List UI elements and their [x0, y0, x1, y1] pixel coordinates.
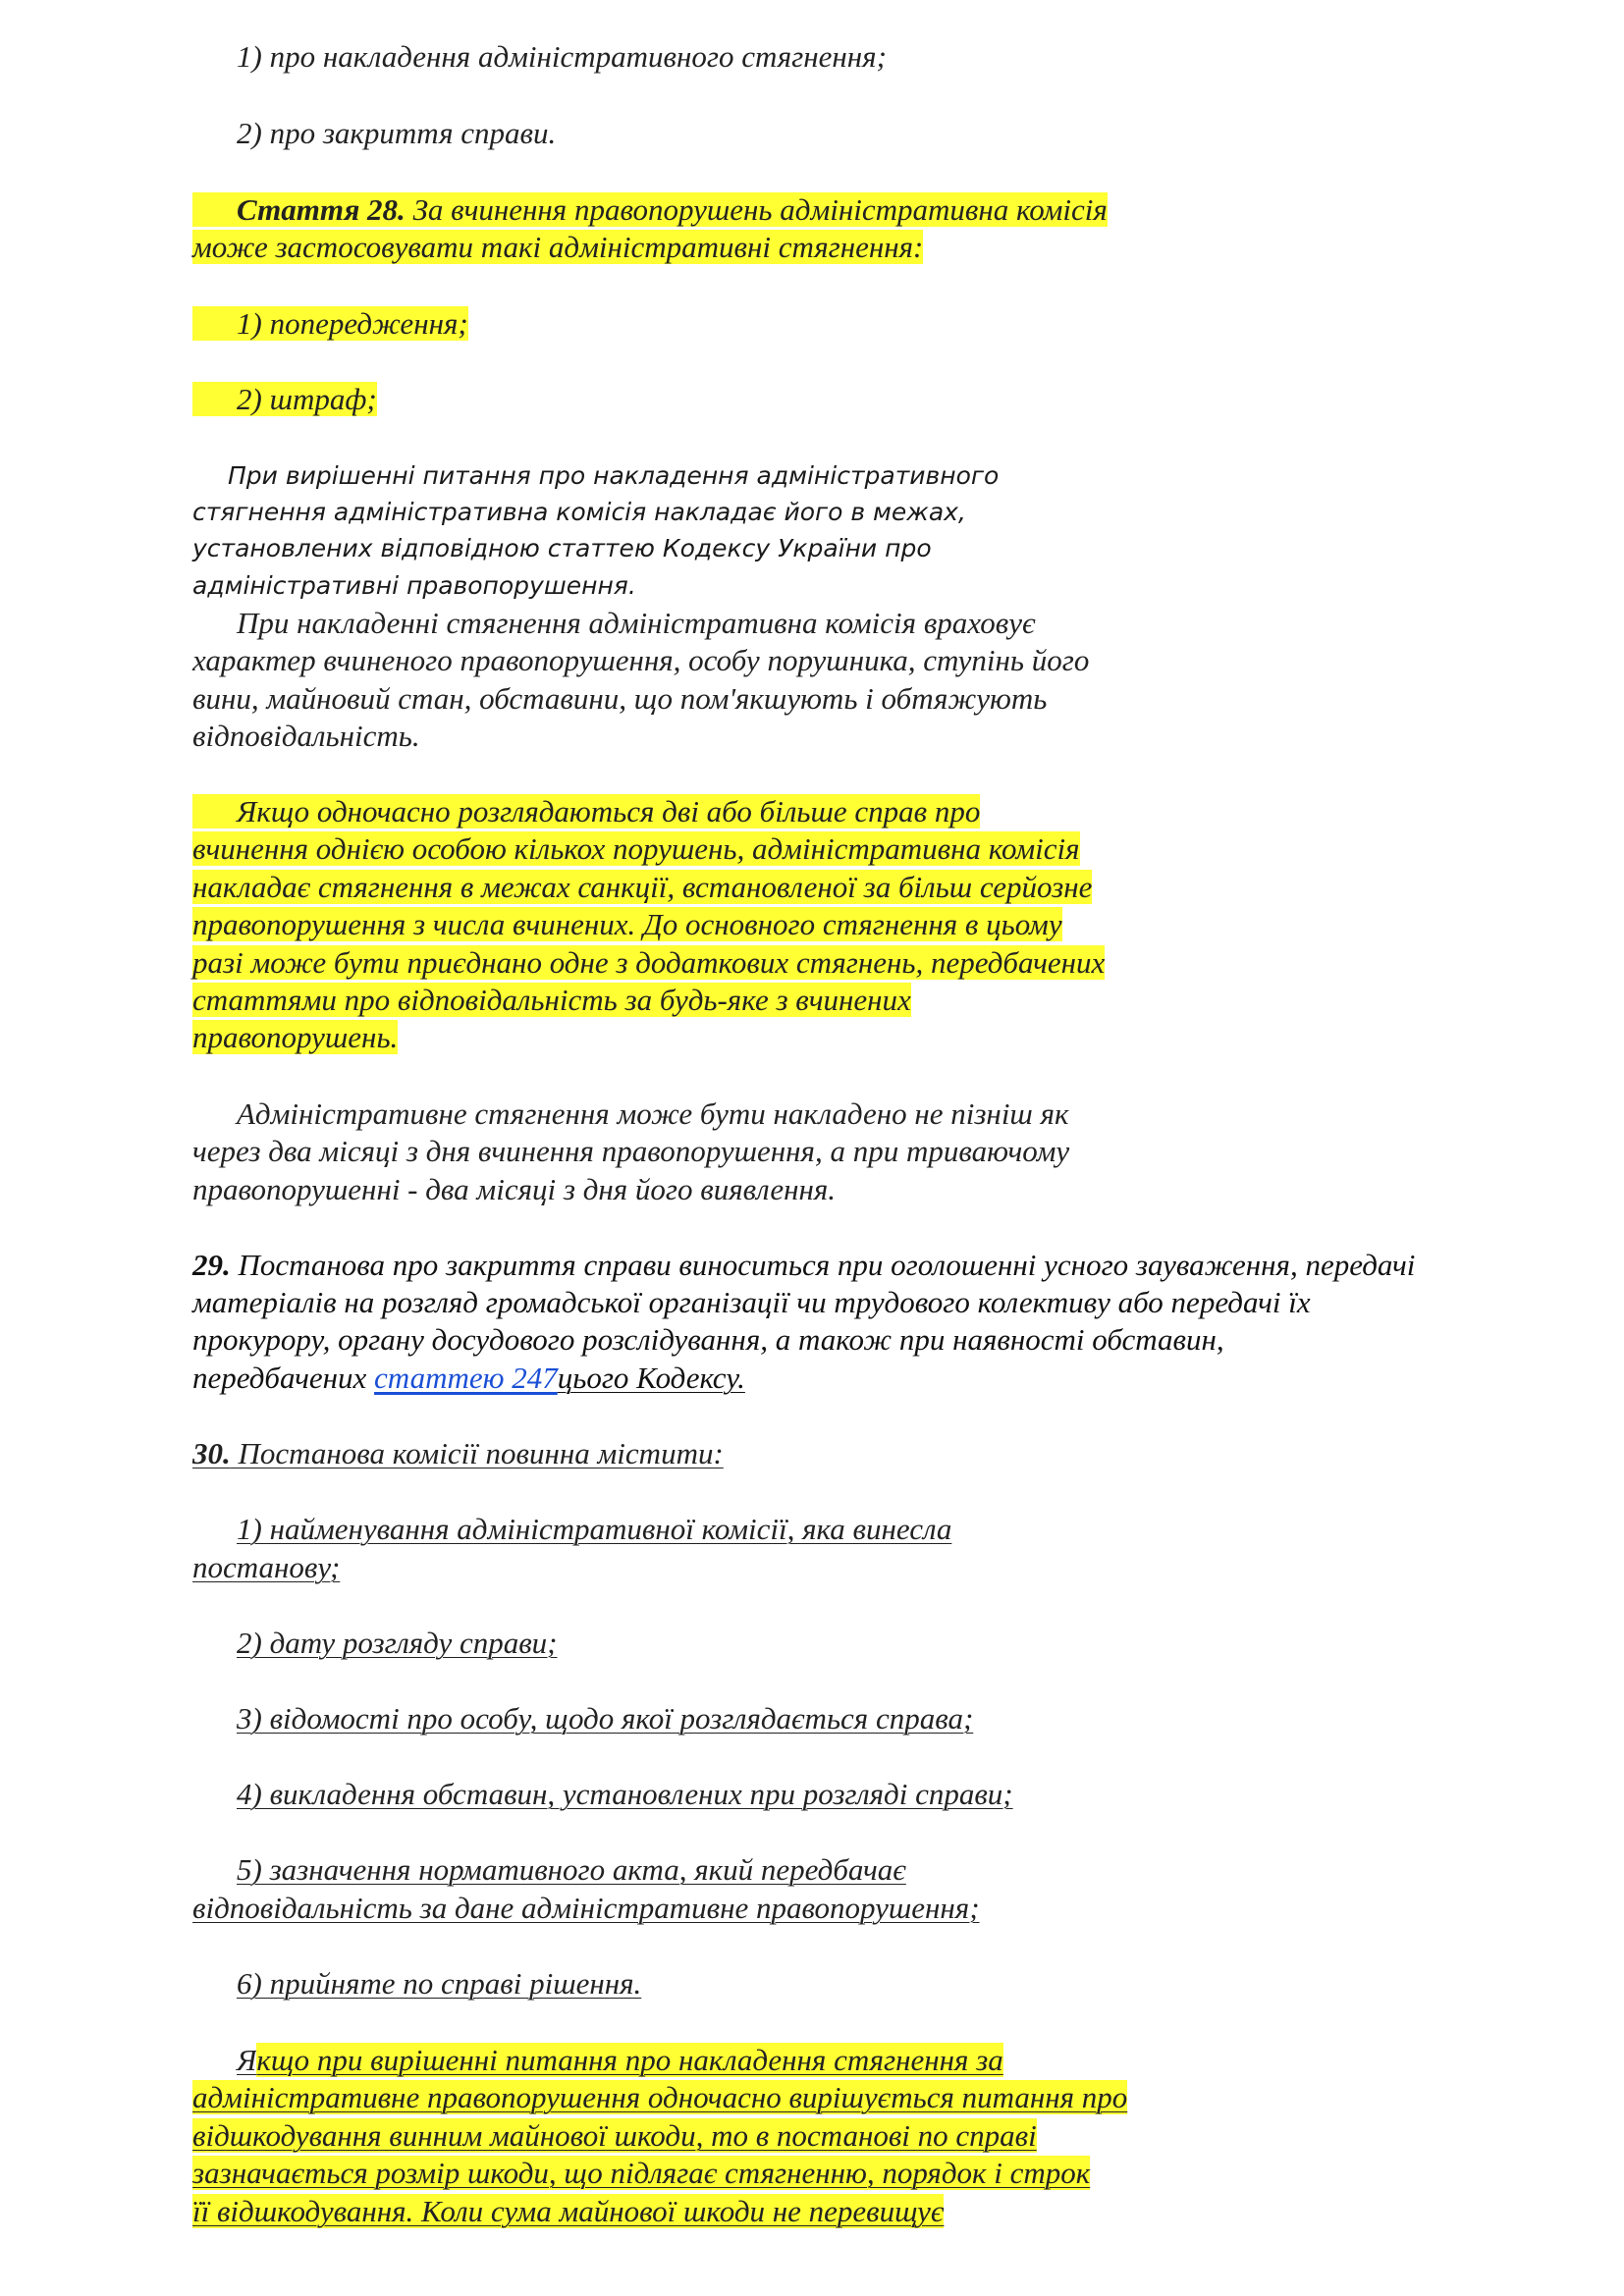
list-item: відповідальність за дане адміністративне правопорушення; — [192, 1891, 980, 1925]
paragraph-line: При вирішенні питання про накладення адміністративного — [228, 461, 1000, 490]
paragraph-line: адміністративні правопорушення. — [192, 571, 636, 600]
paragraph-line: При накладенні стягнення адміністративна комісія враховує — [237, 606, 1036, 640]
paragraph-line: вини, майновий стан, обставини, що пом'якшують і обтяжують — [192, 681, 1048, 716]
list-item: 6) прийняте по справі рішення. — [237, 1966, 642, 2001]
paragraph-line: вчинення однією особою кількох порушень, адміністративна комісія — [192, 831, 1080, 866]
article-29-paragraph: 29. Постанова про закриття справи виноситься при оголошенні усного зауваження, передачі — [192, 1248, 1416, 1282]
paragraph-line: Якщо одночасно розглядаються дві або більше справ про — [192, 793, 980, 830]
paragraph-line: стягнення адміністративна комісія накладає його в межах, — [192, 498, 966, 526]
paragraph-line: відповідальність. — [192, 719, 420, 753]
list-item: постанову; — [192, 1550, 341, 1584]
paragraph-line: її відшкодування. Коли сума майнової шкоди не перевищує — [192, 2194, 945, 2228]
list-item: 2) про закриття справи. — [237, 116, 557, 150]
paragraph-line: накладає стягнення в межах санкції, встановленої за більш серйозне — [192, 870, 1093, 904]
paragraph-line: правопорушень. — [192, 1020, 399, 1054]
paragraph-line: установлених відповідною статтею Кодексу України про — [192, 534, 932, 562]
paragraph-line: характер вчиненого правопорушення, особу порушника, ступінь його — [192, 643, 1090, 677]
list-item: 2) штраф; — [192, 381, 377, 418]
article-247-link[interactable]: статтею 247 — [374, 1361, 558, 1395]
paragraph-line: відшкодування винним майнової шкоди, то в постанові по справі — [192, 2118, 1037, 2153]
paragraph-line: Якщо при вирішенні питання про накладення стягнення за — [237, 2043, 1003, 2077]
paragraph-line: Адміністративне стягнення може бути накладено не пізніш як — [237, 1096, 1069, 1131]
list-item: 4) викладення обставин, установлених при розгляді справи; — [237, 1777, 1013, 1811]
paragraph-line: може застосовувати такі адміністративні стягнення: — [192, 230, 924, 264]
paragraph-line: разі може бути приєднано одне з додаткових стягнень, передбачених — [192, 945, 1106, 980]
list-item: 5) зазначення нормативного акта, який передбачає — [237, 1852, 906, 1887]
paragraph-line: передбачених статтею 247цього Кодексу. — [192, 1361, 745, 1395]
paragraph-line: прокурору, органу досудового розслідування, а також при наявності обставин, — [192, 1322, 1224, 1357]
paragraph-line: правопорушення з числа вчинених. До основного стягнення в цьому — [192, 907, 1062, 941]
article-30-heading: 30. Постанова комісії повинна містити: — [192, 1436, 724, 1470]
article-28-heading: Стаття 28. За вчинення правопорушень адміністративна комісія — [192, 191, 1108, 229]
list-item: 1) найменування адміністративної комісії, яка винесла — [237, 1512, 952, 1546]
list-item: 3) відомості про особу, щодо якої розглядається справа; — [237, 1701, 974, 1735]
paragraph-line: статтями про відповідальність за будь-яке з вчинених — [192, 983, 911, 1017]
list-item: 2) дату розгляду справи; — [237, 1626, 558, 1660]
paragraph-line: матеріалів на розгляд громадської організації чи трудового колективу або передачі їх — [192, 1285, 1311, 1319]
paragraph-line: адміністративне правопорушення одночасно вирішується питання про — [192, 2080, 1128, 2114]
paragraph-line: через два місяці з дня вчинення правопорушення, а при триваючому — [192, 1134, 1070, 1168]
paragraph-line: правопорушенні - два місяці з дня його виявлення. — [192, 1172, 837, 1206]
paragraph-line: зазначається розмір шкоди, що підлягає стягненню, порядок і строк — [192, 2156, 1091, 2190]
list-item: 1) попередження; — [192, 305, 468, 343]
list-item: 1) про накладення адміністративного стягнення; — [237, 39, 887, 74]
